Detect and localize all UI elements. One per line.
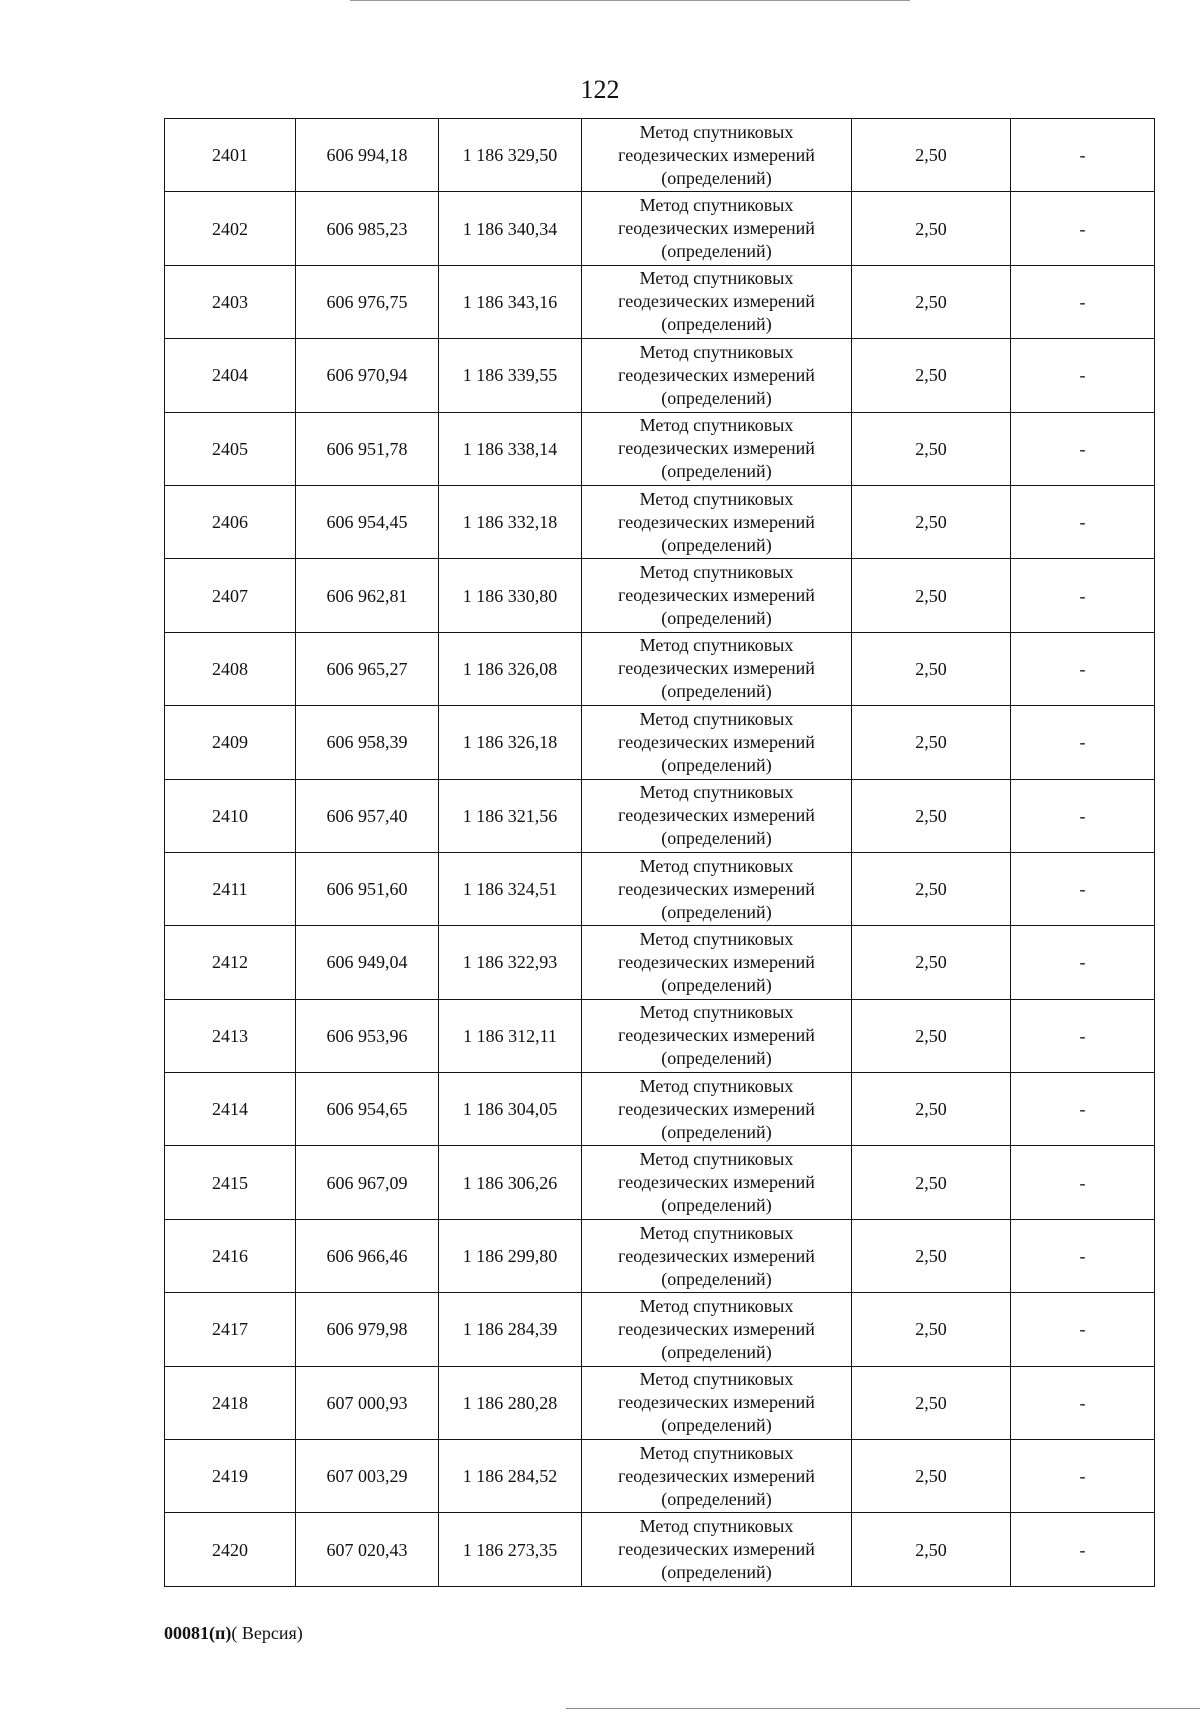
table-row xyxy=(165,485,1155,558)
scan-bottom-rule xyxy=(566,1708,1200,1709)
method-line: Метод спутниковых xyxy=(639,782,794,803)
method-line: (определений) xyxy=(661,167,772,188)
point-number-cell: 2407 xyxy=(165,559,296,632)
point-number-cell: 2415 xyxy=(165,1146,296,1219)
extra-cell: - xyxy=(1011,265,1155,338)
point-number-cell: 2402 xyxy=(165,192,296,265)
method-line: геодезических измерений xyxy=(618,1245,815,1266)
point-number-cell: 2416 xyxy=(165,1219,296,1292)
method-line: геодезических измерений xyxy=(618,218,815,239)
table-row xyxy=(165,1146,1155,1219)
coordinate-x-cell: 606 962,81 xyxy=(296,559,439,632)
method-line: геодезических измерений xyxy=(618,511,815,532)
method-line: геодезических измерений xyxy=(618,585,815,606)
footer-code: 00081(п) xyxy=(164,1623,232,1643)
method-line: геодезических измерений xyxy=(618,658,815,679)
method-line: Метод спутниковых xyxy=(639,1075,794,1096)
precision-cell: 2,50 xyxy=(852,1513,1011,1586)
method-line: Метод спутниковых xyxy=(639,928,794,949)
precision-cell: 2,50 xyxy=(852,559,1011,632)
extra-cell: - xyxy=(1011,1440,1155,1513)
method-line: (определений) xyxy=(661,1195,772,1216)
method-cell xyxy=(582,1073,852,1146)
method-line: Метод спутниковых xyxy=(639,121,794,142)
table-row xyxy=(165,192,1155,265)
method-line: Метод спутниковых xyxy=(639,488,794,509)
coordinate-y-cell: 1 186 280,28 xyxy=(439,1366,582,1439)
method-line: (определений) xyxy=(661,461,772,482)
document-footer xyxy=(164,1622,303,1644)
method-line: (определений) xyxy=(661,608,772,629)
extra-cell: - xyxy=(1011,779,1155,852)
method-line: (определений) xyxy=(661,1048,772,1069)
point-number-cell: 2409 xyxy=(165,706,296,779)
precision-cell: 2,50 xyxy=(852,1440,1011,1513)
coordinate-y-cell: 1 186 330,80 xyxy=(439,559,582,632)
method-line: Метод спутниковых xyxy=(639,855,794,876)
method-line: Метод спутниковых xyxy=(639,635,794,656)
coordinate-y-cell: 1 186 322,93 xyxy=(439,926,582,999)
method-line: геодезических измерений xyxy=(618,1098,815,1119)
method-line: геодезических измерений xyxy=(618,951,815,972)
method-line: Метод спутниковых xyxy=(639,1516,794,1537)
precision-cell: 2,50 xyxy=(852,632,1011,705)
point-number-cell: 2404 xyxy=(165,339,296,412)
coordinate-x-cell: 607 020,43 xyxy=(296,1513,439,1586)
table-row xyxy=(165,1513,1155,1586)
coordinate-x-cell: 606 979,98 xyxy=(296,1293,439,1366)
extra-cell: - xyxy=(1011,1219,1155,1292)
coordinate-y-cell: 1 186 343,16 xyxy=(439,265,582,338)
coordinate-x-cell: 607 000,93 xyxy=(296,1366,439,1439)
point-number-cell: 2411 xyxy=(165,852,296,925)
method-line: Метод спутниковых xyxy=(639,195,794,216)
page-number: 122 xyxy=(580,75,620,104)
coordinate-y-cell: 1 186 273,35 xyxy=(439,1513,582,1586)
method-line: (определений) xyxy=(661,1488,772,1509)
coordinate-y-cell: 1 186 338,14 xyxy=(439,412,582,485)
table-row xyxy=(165,706,1155,779)
coordinate-x-cell: 606 965,27 xyxy=(296,632,439,705)
method-line: геодезических измерений xyxy=(618,731,815,752)
coordinate-y-cell: 1 186 324,51 xyxy=(439,852,582,925)
method-line: Метод спутниковых xyxy=(639,708,794,729)
method-cell xyxy=(582,779,852,852)
method-line: геодезических измерений xyxy=(618,1318,815,1339)
method-line: Метод спутниковых xyxy=(639,562,794,583)
coordinate-x-cell: 606 966,46 xyxy=(296,1219,439,1292)
method-line: (определений) xyxy=(661,901,772,922)
method-line: (определений) xyxy=(661,1562,772,1583)
extra-cell: - xyxy=(1011,192,1155,265)
point-number-cell: 2410 xyxy=(165,779,296,852)
table-row xyxy=(165,852,1155,925)
coordinate-x-cell: 606 958,39 xyxy=(296,706,439,779)
coordinate-y-cell: 1 186 329,50 xyxy=(439,119,582,192)
method-line: (определений) xyxy=(661,241,772,262)
extra-cell: - xyxy=(1011,1293,1155,1366)
coordinate-x-cell: 606 951,60 xyxy=(296,852,439,925)
point-number-cell: 2419 xyxy=(165,1440,296,1513)
extra-cell: - xyxy=(1011,119,1155,192)
coordinate-y-cell: 1 186 332,18 xyxy=(439,485,582,558)
method-line: (определений) xyxy=(661,681,772,702)
coordinate-y-cell: 1 186 312,11 xyxy=(439,999,582,1072)
method-line: Метод спутниковых xyxy=(639,1295,794,1316)
method-line: Метод спутниковых xyxy=(639,1222,794,1243)
extra-cell: - xyxy=(1011,632,1155,705)
method-line: (определений) xyxy=(661,314,772,335)
precision-cell: 2,50 xyxy=(852,485,1011,558)
method-cell xyxy=(582,339,852,412)
method-cell xyxy=(582,852,852,925)
method-line: (определений) xyxy=(661,534,772,555)
coordinate-x-cell: 606 953,96 xyxy=(296,999,439,1072)
point-number-cell: 2401 xyxy=(165,119,296,192)
point-number-cell: 2408 xyxy=(165,632,296,705)
table-row xyxy=(165,926,1155,999)
coordinate-x-cell: 606 985,23 xyxy=(296,192,439,265)
method-line: геодезических измерений xyxy=(618,438,815,459)
table-row xyxy=(165,1073,1155,1146)
point-number-cell: 2405 xyxy=(165,412,296,485)
method-cell xyxy=(582,632,852,705)
point-number-cell: 2406 xyxy=(165,485,296,558)
method-line: Метод спутниковых xyxy=(639,1002,794,1023)
extra-cell: - xyxy=(1011,852,1155,925)
extra-cell: - xyxy=(1011,485,1155,558)
coordinate-x-cell: 606 970,94 xyxy=(296,339,439,412)
table-row xyxy=(165,339,1155,412)
table-row xyxy=(165,119,1155,192)
coordinate-y-cell: 1 186 284,39 xyxy=(439,1293,582,1366)
coordinate-y-cell: 1 186 299,80 xyxy=(439,1219,582,1292)
coordinate-x-cell: 606 951,78 xyxy=(296,412,439,485)
table-row xyxy=(165,779,1155,852)
footer-version: ( Версия) xyxy=(231,1623,303,1643)
precision-cell: 2,50 xyxy=(852,852,1011,925)
scan-top-rule xyxy=(350,0,910,1)
method-line: (определений) xyxy=(661,754,772,775)
coordinate-y-cell: 1 186 326,18 xyxy=(439,706,582,779)
coordinate-x-cell: 606 976,75 xyxy=(296,265,439,338)
table-row xyxy=(165,1366,1155,1439)
coordinate-y-cell: 1 186 326,08 xyxy=(439,632,582,705)
method-line: геодезических измерений xyxy=(618,1392,815,1413)
method-cell xyxy=(582,485,852,558)
method-cell xyxy=(582,559,852,632)
table-row xyxy=(165,265,1155,338)
method-line: геодезических измерений xyxy=(618,1172,815,1193)
extra-cell: - xyxy=(1011,1513,1155,1586)
coordinates-table-body xyxy=(165,119,1155,1587)
method-line: (определений) xyxy=(661,1121,772,1142)
coordinates-table-container xyxy=(164,118,1154,1587)
coordinate-y-cell: 1 186 339,55 xyxy=(439,339,582,412)
method-cell xyxy=(582,1146,852,1219)
point-number-cell: 2413 xyxy=(165,999,296,1072)
extra-cell: - xyxy=(1011,559,1155,632)
method-line: (определений) xyxy=(661,974,772,995)
extra-cell: - xyxy=(1011,1146,1155,1219)
precision-cell: 2,50 xyxy=(852,779,1011,852)
point-number-cell: 2414 xyxy=(165,1073,296,1146)
coordinate-x-cell: 606 949,04 xyxy=(296,926,439,999)
method-line: геодезических измерений xyxy=(618,291,815,312)
precision-cell: 2,50 xyxy=(852,706,1011,779)
table-row xyxy=(165,412,1155,485)
coordinate-x-cell: 606 994,18 xyxy=(296,119,439,192)
extra-cell: - xyxy=(1011,706,1155,779)
precision-cell: 2,50 xyxy=(852,265,1011,338)
point-number-cell: 2412 xyxy=(165,926,296,999)
precision-cell: 2,50 xyxy=(852,999,1011,1072)
precision-cell: 2,50 xyxy=(852,1146,1011,1219)
method-cell xyxy=(582,1366,852,1439)
method-line: Метод спутниковых xyxy=(639,1442,794,1463)
point-number-cell: 2417 xyxy=(165,1293,296,1366)
method-cell xyxy=(582,1513,852,1586)
precision-cell: 2,50 xyxy=(852,119,1011,192)
table-row xyxy=(165,632,1155,705)
table-row xyxy=(165,999,1155,1072)
extra-cell: - xyxy=(1011,339,1155,412)
method-line: Метод спутниковых xyxy=(639,341,794,362)
method-line: геодезических измерений xyxy=(618,878,815,899)
method-line: геодезических измерений xyxy=(618,364,815,385)
method-line: геодезических измерений xyxy=(618,144,815,165)
precision-cell: 2,50 xyxy=(852,1366,1011,1439)
coordinate-y-cell: 1 186 284,52 xyxy=(439,1440,582,1513)
coordinate-x-cell: 607 003,29 xyxy=(296,1440,439,1513)
precision-cell: 2,50 xyxy=(852,192,1011,265)
method-cell xyxy=(582,1440,852,1513)
extra-cell: - xyxy=(1011,1073,1155,1146)
coordinate-x-cell: 606 957,40 xyxy=(296,779,439,852)
extra-cell: - xyxy=(1011,999,1155,1072)
method-line: Метод спутниковых xyxy=(639,268,794,289)
coordinate-y-cell: 1 186 321,56 xyxy=(439,779,582,852)
table-row xyxy=(165,559,1155,632)
method-line: (определений) xyxy=(661,828,772,849)
precision-cell: 2,50 xyxy=(852,926,1011,999)
precision-cell: 2,50 xyxy=(852,339,1011,412)
extra-cell: - xyxy=(1011,412,1155,485)
method-cell xyxy=(582,1219,852,1292)
coordinate-x-cell: 606 967,09 xyxy=(296,1146,439,1219)
table-row xyxy=(165,1219,1155,1292)
method-line: геодезических измерений xyxy=(618,1539,815,1560)
method-line: (определений) xyxy=(661,1415,772,1436)
method-line: Метод спутниковых xyxy=(639,415,794,436)
method-cell xyxy=(582,119,852,192)
precision-cell: 2,50 xyxy=(852,412,1011,485)
method-line: Метод спутниковых xyxy=(639,1149,794,1170)
coordinates-table xyxy=(164,118,1155,1587)
precision-cell: 2,50 xyxy=(852,1219,1011,1292)
method-cell xyxy=(582,706,852,779)
coordinate-x-cell: 606 954,65 xyxy=(296,1073,439,1146)
coordinate-y-cell: 1 186 340,34 xyxy=(439,192,582,265)
method-cell xyxy=(582,926,852,999)
table-row xyxy=(165,1293,1155,1366)
method-line: (определений) xyxy=(661,387,772,408)
method-cell xyxy=(582,1293,852,1366)
method-line: геодезических измерений xyxy=(618,805,815,826)
method-cell xyxy=(582,265,852,338)
coordinate-y-cell: 1 186 304,05 xyxy=(439,1073,582,1146)
table-row xyxy=(165,1440,1155,1513)
method-line: (определений) xyxy=(661,1268,772,1289)
method-line: геодезических измерений xyxy=(618,1025,815,1046)
precision-cell: 2,50 xyxy=(852,1293,1011,1366)
extra-cell: - xyxy=(1011,926,1155,999)
coordinate-x-cell: 606 954,45 xyxy=(296,485,439,558)
method-cell xyxy=(582,192,852,265)
point-number-cell: 2418 xyxy=(165,1366,296,1439)
method-line: геодезических измерений xyxy=(618,1465,815,1486)
method-cell xyxy=(582,999,852,1072)
extra-cell: - xyxy=(1011,1366,1155,1439)
method-cell xyxy=(582,412,852,485)
coordinate-y-cell: 1 186 306,26 xyxy=(439,1146,582,1219)
point-number-cell: 2403 xyxy=(165,265,296,338)
method-line: (определений) xyxy=(661,1341,772,1362)
point-number-cell: 2420 xyxy=(165,1513,296,1586)
method-line: Метод спутниковых xyxy=(639,1369,794,1390)
precision-cell: 2,50 xyxy=(852,1073,1011,1146)
